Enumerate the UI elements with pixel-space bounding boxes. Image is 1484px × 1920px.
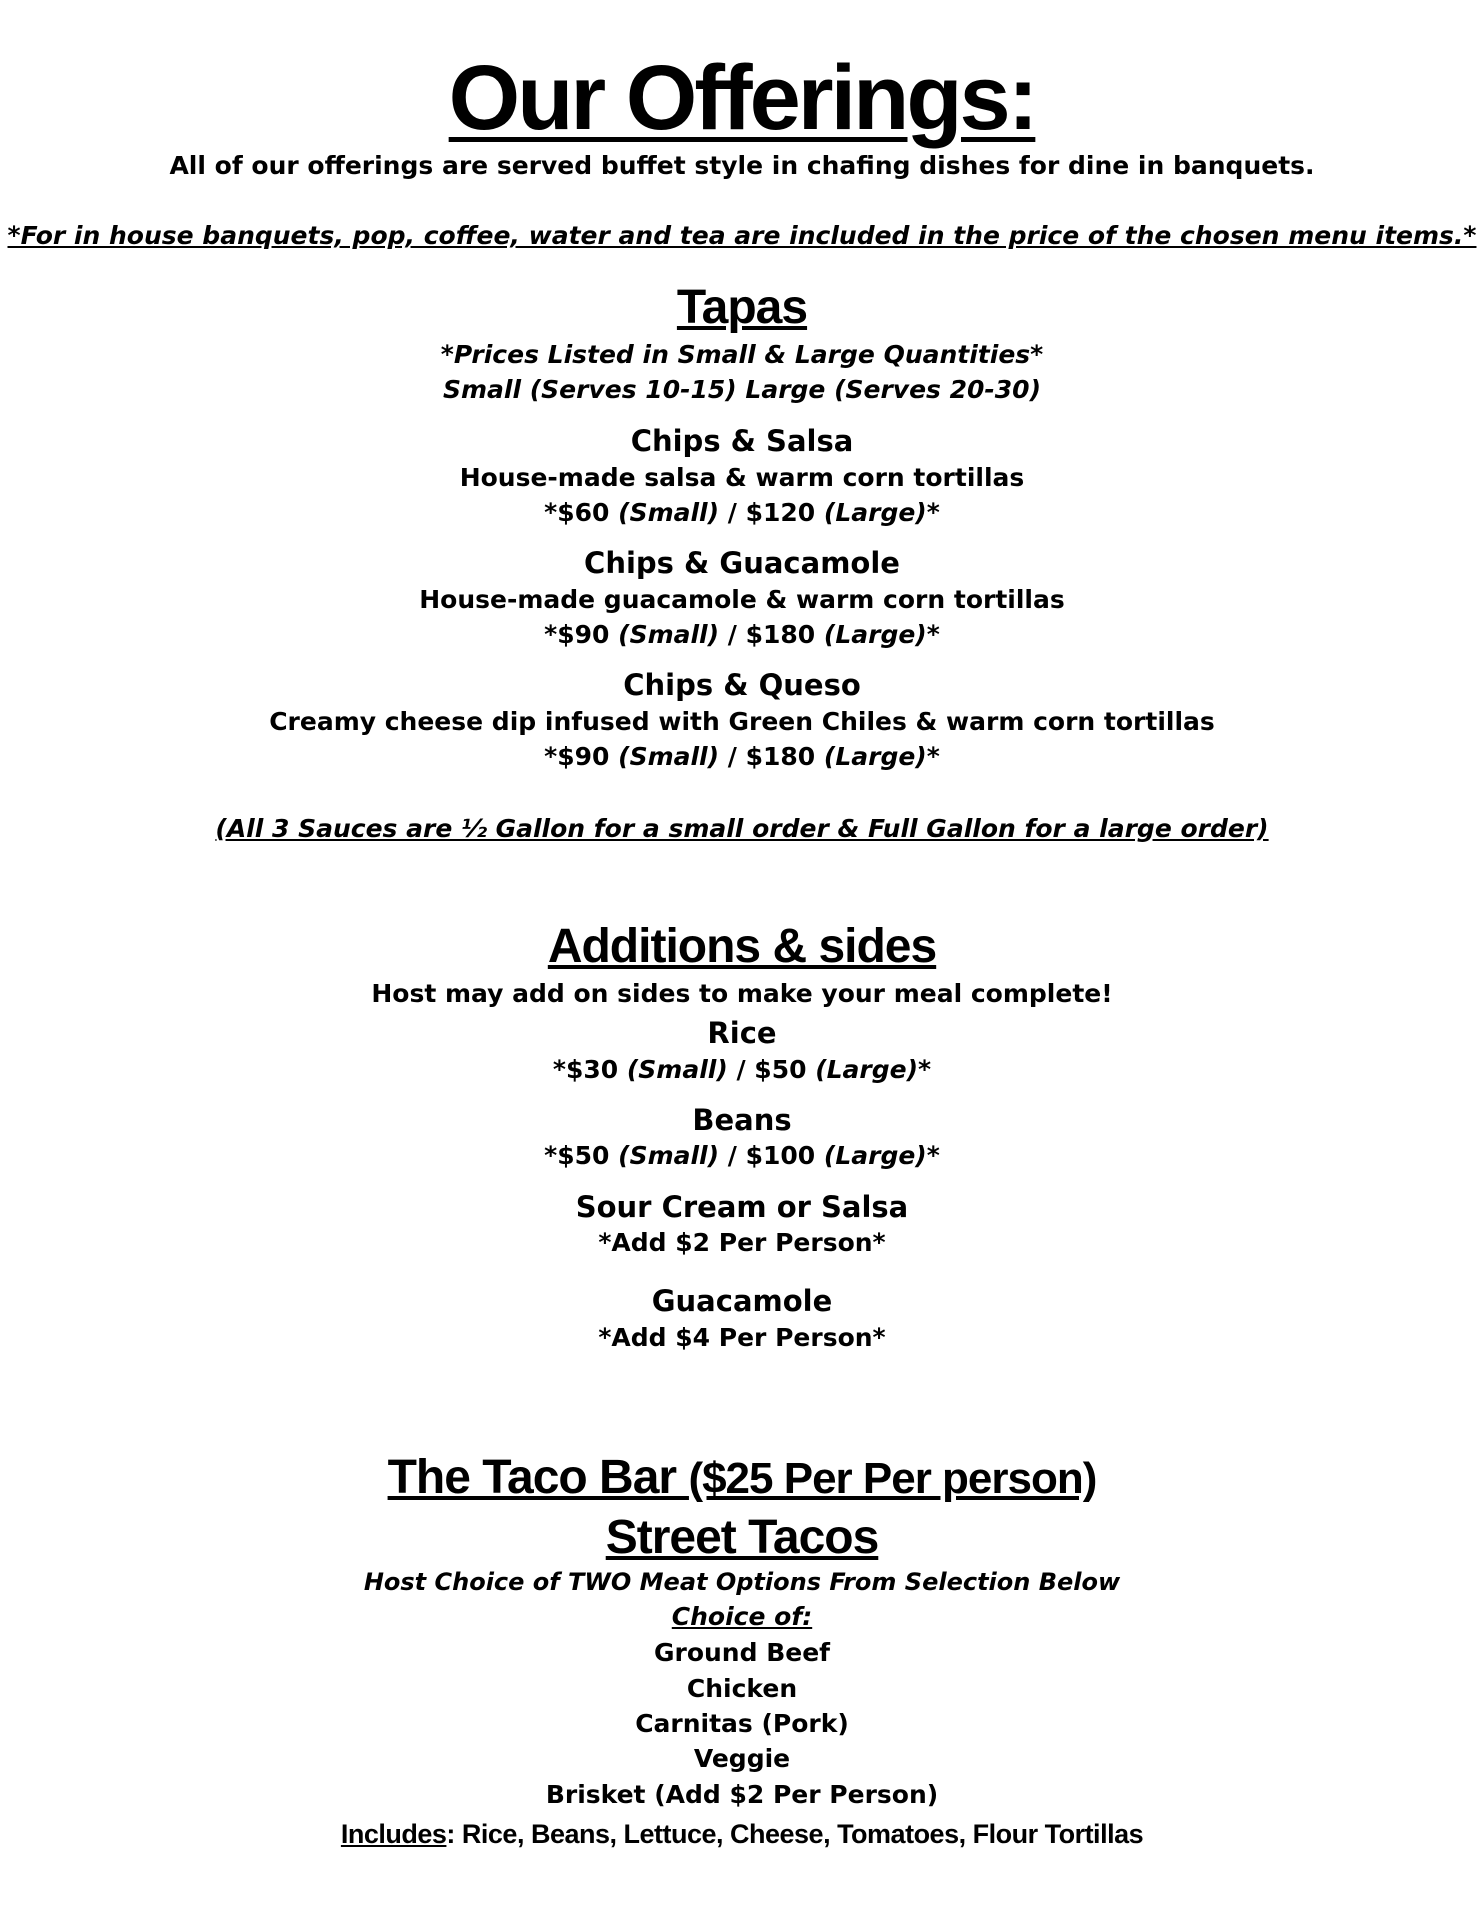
- meat-choice-item: Brisket (Add $2 Per Person): [545, 1780, 939, 1809]
- tapas-sizes-note: Small (Serves 10-15) Large (Serves 20-30): [442, 375, 1042, 404]
- meat-choice-item: Chicken: [686, 1674, 798, 1703]
- side-item-name: Beans: [692, 1103, 792, 1137]
- page-title: Our Offerings:: [448, 47, 1036, 149]
- tapas-item-price: *$90 (Small) / $180 (Large)*: [544, 620, 940, 649]
- intro-text: All of our offerings are served buffet style in chafing dishes for dine in banquets.: [169, 151, 1315, 180]
- includes-label: Includes: [340, 1819, 447, 1849]
- beverage-note: *For in house banquets, pop, coffee, water and tea are included in the price of the chosen menu items.*: [7, 221, 1477, 250]
- side-item-price: *$30 (Small) / $50 (Large)*: [552, 1055, 932, 1084]
- tapas-item-desc: Creamy cheese dip infused with Green Chiles & warm corn tortillas: [269, 707, 1215, 736]
- tapas-heading: Tapas: [676, 281, 808, 334]
- meat-choice-item: Ground Beef: [653, 1638, 831, 1667]
- side-item-name: Sour Cream or Salsa: [575, 1190, 909, 1224]
- street-tacos-heading: Street Tacos: [605, 1511, 879, 1564]
- tapas-item-desc: House-made guacamole & warm corn tortillas: [419, 585, 1065, 614]
- additions-subtitle: Host may add on sides to make your meal complete!: [371, 979, 1113, 1008]
- includes-text: : Rice, Beans, Lettuce, Cheese, Tomatoes, Flour Tortillas: [446, 1819, 1144, 1849]
- side-item-price: *$50 (Small) / $100 (Large)*: [544, 1141, 940, 1170]
- tapas-item-price: *$90 (Small) / $180 (Large)*: [544, 742, 940, 771]
- side-item-price: *Add $2 Per Person*: [598, 1228, 886, 1257]
- side-item-name: Guacamole: [651, 1284, 833, 1318]
- tapas-item-name: Chips & Guacamole: [584, 546, 900, 580]
- side-item-price: *Add $4 Per Person*: [598, 1323, 886, 1352]
- taco-bar-price: ($25 Per Per person): [688, 1454, 1097, 1503]
- sauce-note: (All 3 Sauces are ½ Gallon for a small order & Full Gallon for a large order): [215, 814, 1269, 843]
- additions-heading: Additions & sides: [547, 920, 937, 973]
- tapas-item-price: *$60 (Small) / $120 (Large)*: [544, 498, 940, 527]
- tapas-prices-note: *Prices Listed in Small & Large Quantities*: [440, 340, 1044, 369]
- choice-label: Choice of:: [671, 1602, 813, 1631]
- tapas-item-name: Chips & Salsa: [630, 424, 854, 458]
- side-item-name: Rice: [707, 1016, 777, 1050]
- taco-bar-heading: [0, 1450, 1484, 1507]
- includes-line: [0, 1817, 1484, 1851]
- host-choice-note: Host Choice of TWO Meat Options From Selection Below: [363, 1568, 1121, 1596]
- tapas-item-name: Chips & Queso: [623, 668, 861, 702]
- meat-choice-item: Veggie: [693, 1744, 791, 1773]
- taco-bar-title: The Taco Bar: [387, 1451, 689, 1504]
- meat-choice-item: Carnitas (Pork): [635, 1709, 849, 1738]
- tapas-item-desc: House-made salsa & warm corn tortillas: [459, 463, 1025, 492]
